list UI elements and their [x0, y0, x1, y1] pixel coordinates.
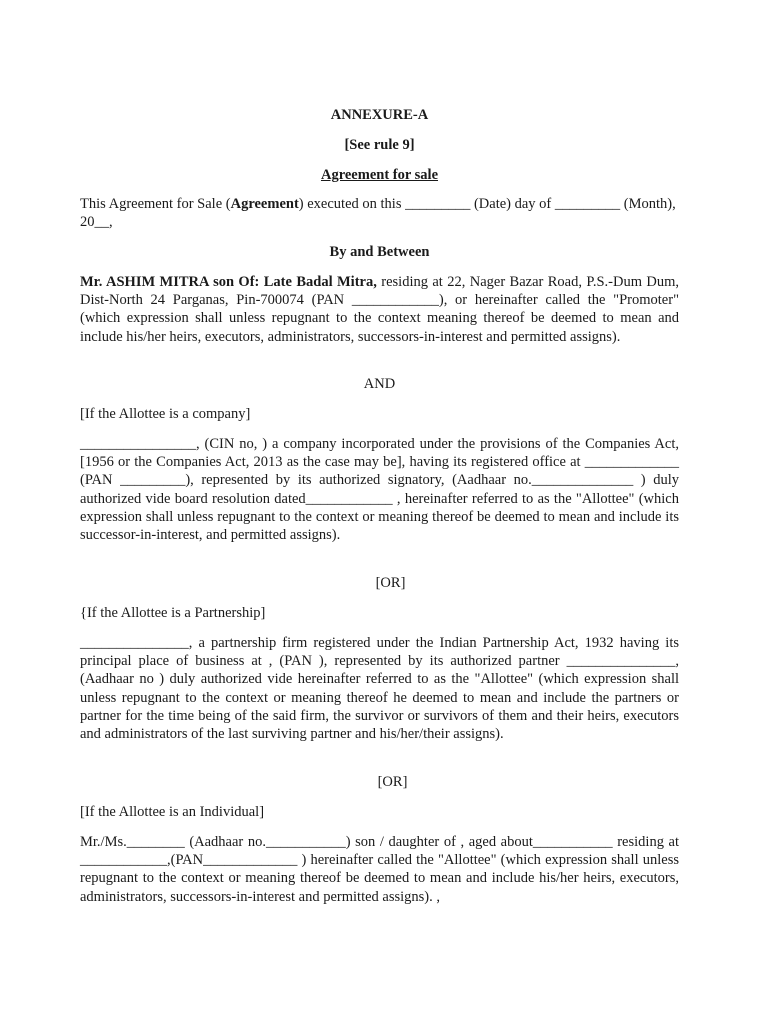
company-paragraph: ________________, (CIN no, ) a company incorporated under the provisions of the Companies Act, [1956 or the Companies Act, 2013 as the case may be], having its registered office at _____________ (PAN _________), represented by its authorized signatory, (Aadhaar no.______________ ) duly authorized vide board resolution dated____________ , hereinafter referred to as the "Allottee" (which expression shall unless repugnant to the context or meaning thereof be deemed to mean and include its successor-in-interest, and permitted assigns). — [80, 436, 679, 544]
or-separator-1: [OR] — [375, 575, 406, 591]
partnership-paragraph: _______________, a partnership firm registered under the Indian Partnership Act, 1932 having its principal place of business at , (PAN ), represented by its authorized partner _______________, (Aadhaar no ) duly authorized vide hereinafter referred to as the "Allottee" (which expression shall unless repugnant to the context or meaning thereof he deemed to mean and include the partners or partner for the time being of the said firm, the survivor or survivors of them and their heirs, executors and administrators of the last surviving partner and his/her/their assigns). — [80, 635, 679, 743]
individual-heading: [If the Allottee is an Individual] — [80, 804, 265, 820]
company-heading: [If the Allottee is a company] — [80, 406, 251, 422]
promoter-paragraph — [80, 273, 679, 346]
intro-text-2: ) executed on this _________ (Date) day of _________ (Month), 20__, — [80, 196, 676, 231]
rule-reference: [See rule 9] — [344, 137, 415, 153]
document-title — [80, 166, 679, 184]
promoter-details: residing at 22, Nager Bazar Road, P.S.-Dum Dum, Dist-North 24 Parganas, Pin-700074 (PAN ____________), or hereinafter called the "Promoter" (which expression shall unless repugnant to the context meaning thereof be deemed to mean and include his/her heirs, executors, administrators, successors-in-interest and permitted assigns). — [80, 274, 679, 345]
or-separator-2: [OR] — [377, 774, 408, 790]
individual-paragraph: Mr./Ms.________ (Aadhaar no.___________) son / daughter of , aged about___________ residing at ____________,(PAN_____________ ) hereinafter called the "Allottee" (which expression shall unless repugnant to the context or meaning thereof be deemed to mean and include his/her heirs, executors, administrators, successors-in-interest and permitted assigns). , — [80, 834, 679, 905]
and-separator: AND — [363, 376, 396, 392]
intro-text-1: This Agreement for Sale ( — [80, 196, 231, 212]
intro-agreement-term: Agreement — [230, 196, 299, 212]
intro-paragraph — [80, 195, 679, 231]
promoter-name: Mr. ASHIM MITRA son Of: Late Badal Mitra, — [80, 274, 377, 290]
document-title-text: Agreement for sale — [320, 167, 439, 183]
partnership-heading: {If the Allottee is a Partnership] — [80, 605, 266, 621]
annexure-heading: ANNEXURE-A — [330, 107, 429, 123]
parties-heading: By and Between — [329, 244, 430, 260]
